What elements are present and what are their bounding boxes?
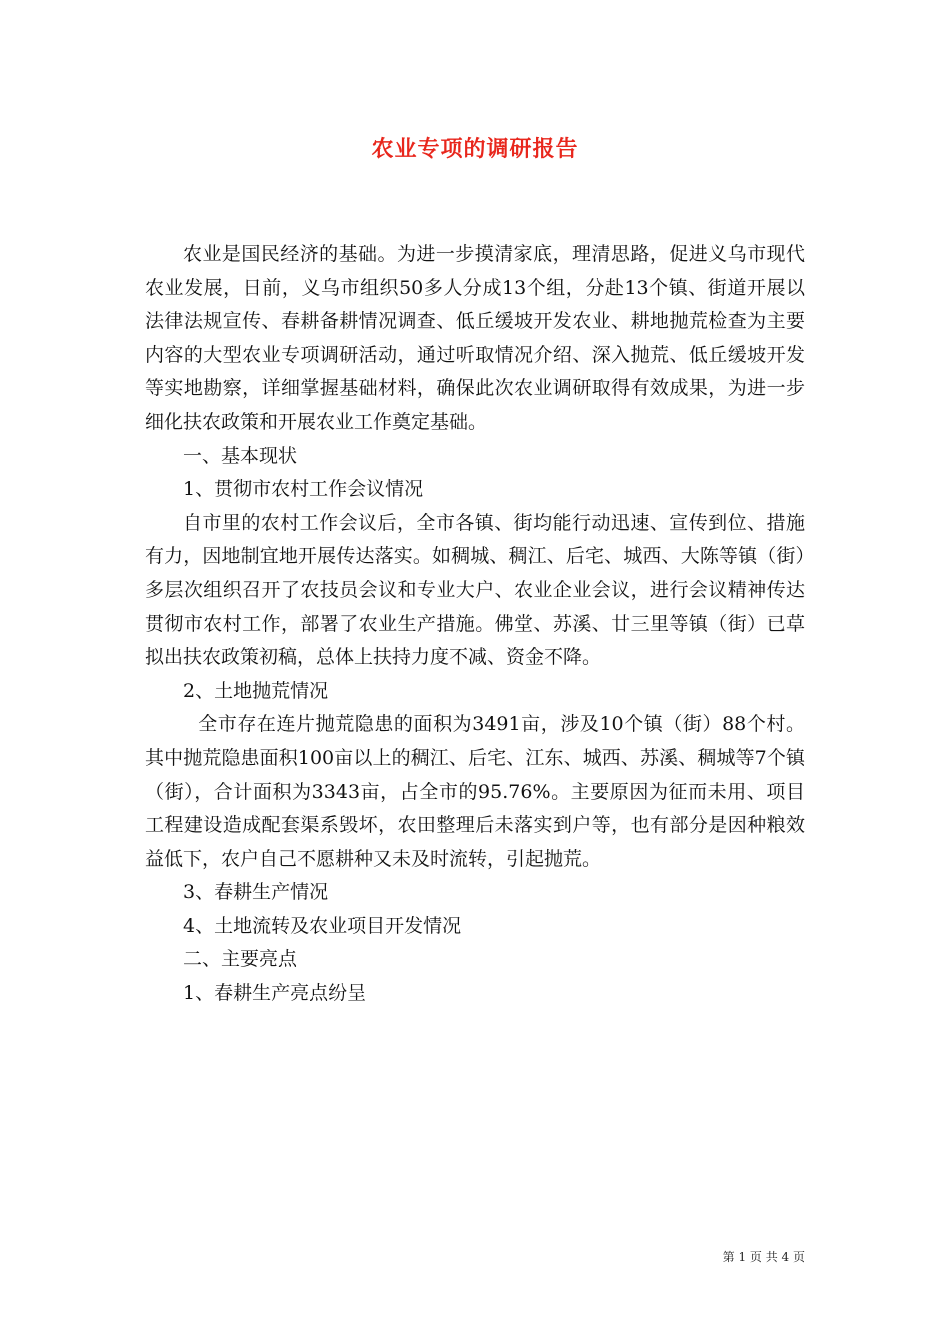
section-heading-basic-status: 一、基本现状 bbox=[183, 444, 298, 467]
intro-paragraph: 农业是国民经济的基础。为进一步摸清家底，理清思路，促进义乌市现代农业发展，日前，义乌市组织50多人分成13个组，分赴13个镇、街道开展以法律法规宣传、春耕备耕情况调查、低丘缓坡开发农业、耕地抛荒检查为主要内容的大型农业专项调研活动，通过听取情况介绍、深入抛荒、低丘缓坡开发等实地勘察，详细掌握基础材料，确保此次农业调研取得有效成果，为进一步细化扶农政策和开展农业工作奠定基础。 bbox=[145, 243, 805, 433]
subheading-rural-meeting: 1、贯彻市农村工作会议情况 bbox=[183, 478, 424, 501]
document-title: 农业专项的调研报告 bbox=[371, 136, 579, 162]
subheading-land-abandonment: 2、土地抛荒情况 bbox=[183, 679, 329, 702]
subheading-land-transfer: 4、土地流转及农业项目开发情况 bbox=[183, 914, 462, 937]
paragraph-land-abandonment: 全市存在连片抛荒隐患的面积为3491亩，涉及10个镇（街）88个村。其中抛荒隐患面积100亩以上的稠江、后宅、江东、城西、苏溪、稠城等7个镇（街），合计面积为3343亩，占全市的95.76%。主要原因为征而未用、项目工程建设造成配套渠系毁坏，农田整理后未落实到户等，也有部分是因种粮效益低下，农户自己不愿耕种又未及时流转，引起抛荒。 bbox=[145, 713, 805, 870]
page-indicator: 第 1 页 共 4 页 bbox=[722, 1250, 805, 1264]
paragraph-rural-meeting: 自市里的农村工作会议后，全市各镇、街均能行动迅速、宣传到位、措施有力，因地制宜地开展传达落实。如稠城、稠江、后宅、城西、大陈等镇（街）多层次组织召开了农技员会议和专业大户、农业企业会议，进行会议精神传达贯彻市农村工作，部署了农业生产措施。佛堂、苏溪、廿三里等镇（街）已草拟出扶农政策初稿，总体上扶持力度不减、资金不降。 bbox=[145, 511, 805, 669]
subheading-spring-ploughing: 3、春耕生产情况 bbox=[183, 881, 329, 904]
subheading-spring-highlights: 1、春耕生产亮点纷呈 bbox=[183, 982, 367, 1005]
document-body bbox=[145, 238, 805, 1011]
section-heading-highlights: 二、主要亮点 bbox=[183, 948, 298, 971]
